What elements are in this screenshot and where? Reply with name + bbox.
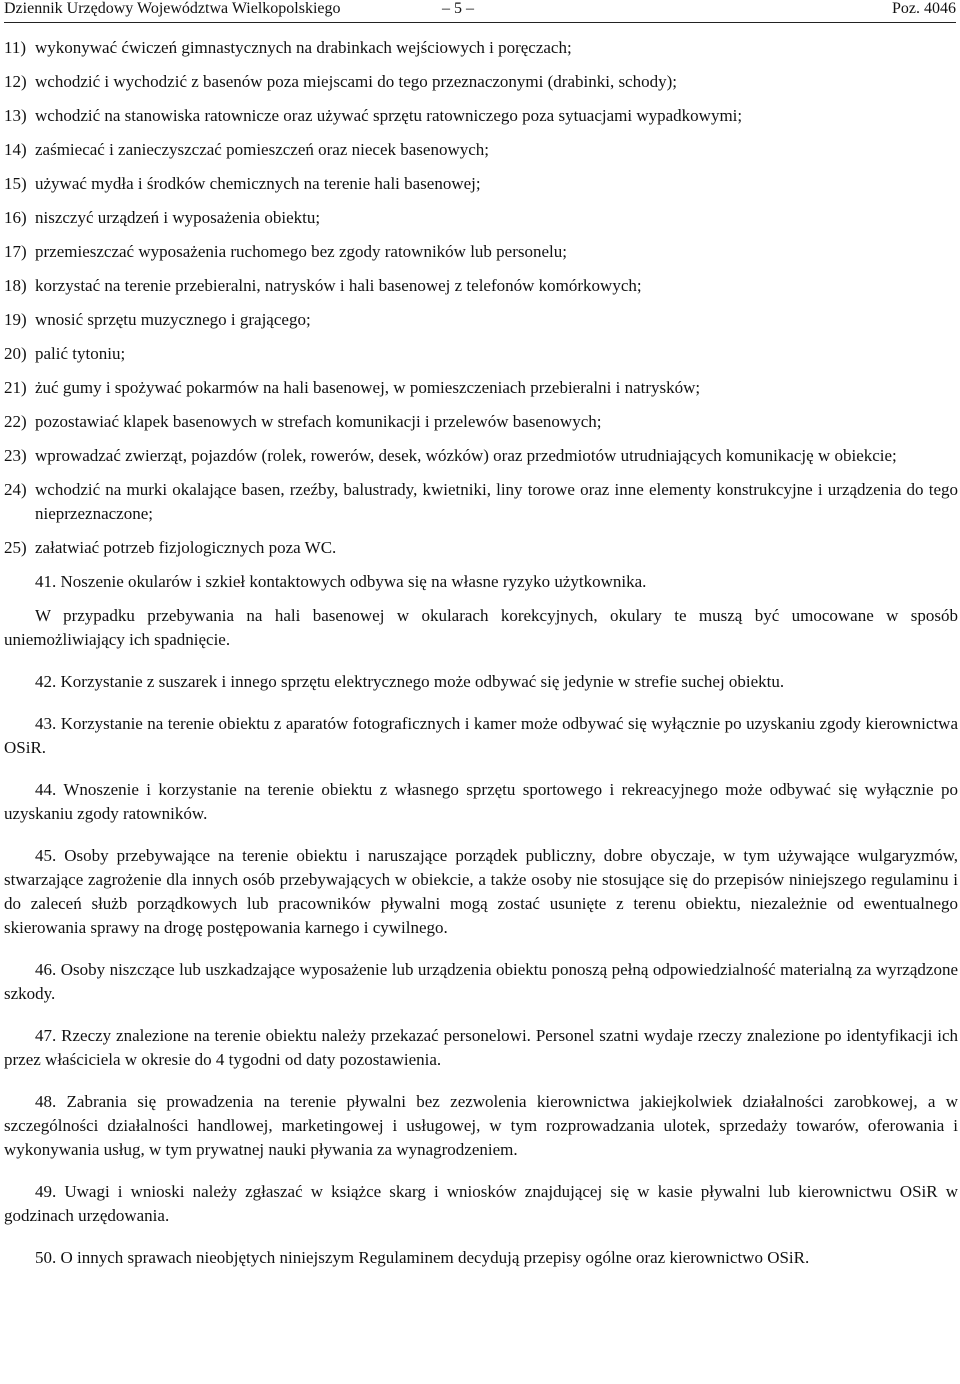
- list-item-number: 17): [4, 242, 27, 261]
- page-number: – 5 –: [442, 0, 474, 17]
- prohibitions-list: [4, 36, 958, 560]
- list-item-text: pozostawiać klapek basenowych w strefach komunikacji i przelewów basenowych;: [35, 412, 602, 431]
- regulation-paragraph: 48. Zabrania się prowadzenia na terenie pływalni bez zezwolenia kierownictwa jakiejkolwiek działalności zarobkowej, a w szczególności działalności handlowej, marketingowej i usługowej, w tym rozprowadzania ulotek, sprzedaży towarów, oferowania i wykonywania usług, w tym prywatnej nauki pływania za wynagrodzeniem.: [4, 1092, 958, 1159]
- regulation-paragraph: 42. Korzystanie z suszarek i innego sprzętu elektrycznego może odbywać się jedynie w strefie suchej obiektu.: [35, 672, 785, 691]
- regulation-paragraph: 49. Uwagi i wnioski należy zgłaszać w książce skarg i wniosków znajdującej się w kasie pływalni lub kierownictwu OSiR w godzinach urzędowania.: [4, 1182, 958, 1225]
- regulation-paragraph: 44. Wnoszenie i korzystanie na terenie obiektu z własnego sprzętu sportowego i rekreacyjnego może odbywać się wyłącznie po uzyskaniu zgody ratowników.: [4, 780, 958, 823]
- list-item: [4, 274, 958, 298]
- list-item-text: żuć gumy i spożywać pokarmów na hali basenowej, w pomieszczeniach przebieralni i natrysków;: [35, 378, 701, 397]
- list-item-text: wchodzić i wychodzić z basenów poza miejscami do tego przeznaczonymi (drabinki, schody);: [35, 72, 677, 91]
- list-item: [4, 172, 958, 196]
- list-item: [4, 206, 958, 230]
- list-item: [4, 138, 958, 162]
- regulation-paragraph: 47. Rzeczy znalezione na terenie obiektu należy przekazać personelowi. Personel szatni wydaje rzeczy znalezione po identyfikacji ich przez właściciela w okresie do 4 tygodni od daty pozostawienia.: [4, 1026, 958, 1069]
- list-item: [4, 536, 958, 560]
- list-item-number: 24): [4, 480, 27, 499]
- list-item: [4, 376, 958, 400]
- list-item-text: niszczyć urządzeń i wyposażenia obiektu;: [35, 208, 321, 227]
- regulation-paragraph: 46. Osoby niszczące lub uszkadzające wyposażenie lub urządzenia obiektu ponoszą pełną odpowiedzialność materialną za wyrządzone szkody.: [4, 960, 958, 1003]
- list-item: [4, 36, 958, 60]
- regulation-paragraph: 50. O innych sprawach nieobjętych niniejszym Regulaminem decydują przepisy ogólne oraz kierownictwo OSiR.: [35, 1248, 810, 1267]
- journal-title: Dziennik Urzędowy Województwa Wielkopolskiego: [4, 0, 341, 17]
- list-item-number: 14): [4, 140, 27, 159]
- list-item-text: korzystać na terenie przebieralni, natrysków i hali basenowej z telefonów komórkowych;: [35, 276, 642, 295]
- list-item-number: 22): [4, 412, 27, 431]
- list-item-text: wykonywać ćwiczeń gimnastycznych na drabinkach wejściowych i poręczach;: [35, 38, 572, 57]
- list-item: [4, 478, 958, 526]
- list-item-number: 20): [4, 344, 27, 363]
- page-header: [4, 0, 956, 23]
- list-item-text: wnosić sprzętu muzycznego i grającego;: [35, 310, 311, 329]
- list-item-number: 18): [4, 276, 27, 295]
- list-item-number: 25): [4, 538, 27, 557]
- list-item-number: 21): [4, 378, 27, 397]
- list-item-number: 19): [4, 310, 27, 329]
- list-item: [4, 70, 958, 94]
- document-body: [4, 36, 958, 1280]
- list-item-text: przemieszczać wyposażenia ruchomego bez zgody ratowników lub personelu;: [35, 242, 567, 261]
- list-item-text: wchodzić na stanowiska ratownicze oraz używać sprzętu ratowniczego poza sytuacjami wypadkowymi;: [35, 106, 743, 125]
- list-item-number: 23): [4, 446, 27, 465]
- list-item: [4, 410, 958, 434]
- list-item-text: załatwiać potrzeb fizjologicznych poza WC.: [35, 538, 337, 557]
- list-item-number: 12): [4, 72, 27, 91]
- regulation-paragraphs: [4, 570, 958, 1270]
- list-item-number: 15): [4, 174, 27, 193]
- list-item-number: 16): [4, 208, 27, 227]
- list-item: [4, 104, 958, 128]
- list-item: [4, 444, 958, 468]
- list-item: [4, 342, 958, 366]
- list-item-text: wchodzić na murki okalające basen, rzeźby, balustrady, kwietniki, liny torowe oraz inne elementy konstrukcyjne i urządzenia do tego nieprzeznaczone;: [35, 480, 958, 523]
- list-item-number: 13): [4, 106, 27, 125]
- regulation-paragraph: 41. Noszenie okularów i szkieł kontaktowych odbywa się na własne ryzyko użytkownika.: [35, 572, 647, 591]
- regulation-paragraph: 45. Osoby przebywające na terenie obiektu i naruszające porządek publiczny, dobre obyczaje, w tym używające wulgaryzmów, stwarzające zagrożenie dla innych osób przebywających w obiekcie, a także osoby nie stosujące się do przepisów niniejszego regulaminu i do zaleceń służb porządkowych lub pracowników pływalni mogą zostać usunięte z terenu obiektu, niezależnie od ewentualnego skierowania sprawy na drogę postępowania karnego i cywilnego.: [4, 846, 958, 937]
- list-item-text: zaśmiecać i zanieczyszczać pomieszczeń oraz niecek basenowych;: [35, 140, 490, 159]
- list-item-text: używać mydła i środków chemicznych na terenie hali basenowej;: [35, 174, 481, 193]
- position-number: Poz. 4046: [892, 0, 956, 17]
- list-item-text: palić tytoniu;: [35, 344, 126, 363]
- regulation-paragraph: W przypadku przebywania na hali basenowej w okularach korekcyjnych, okulary te muszą być umocowane w sposób uniemożliwiający ich spadnięcie.: [4, 606, 958, 649]
- list-item-text: wprowadzać zwierząt, pojazdów (rolek, rowerów, desek, wózków) oraz przedmiotów utrudniających komunikację w obiekcie;: [35, 446, 897, 465]
- list-item: [4, 240, 958, 264]
- list-item: [4, 308, 958, 332]
- list-item-number: 11): [4, 38, 27, 57]
- regulation-paragraph: 43. Korzystanie na terenie obiektu z aparatów fotograficznych i kamer może odbywać się wyłącznie po uzyskaniu zgody kierownictwa OSiR.: [4, 714, 958, 757]
